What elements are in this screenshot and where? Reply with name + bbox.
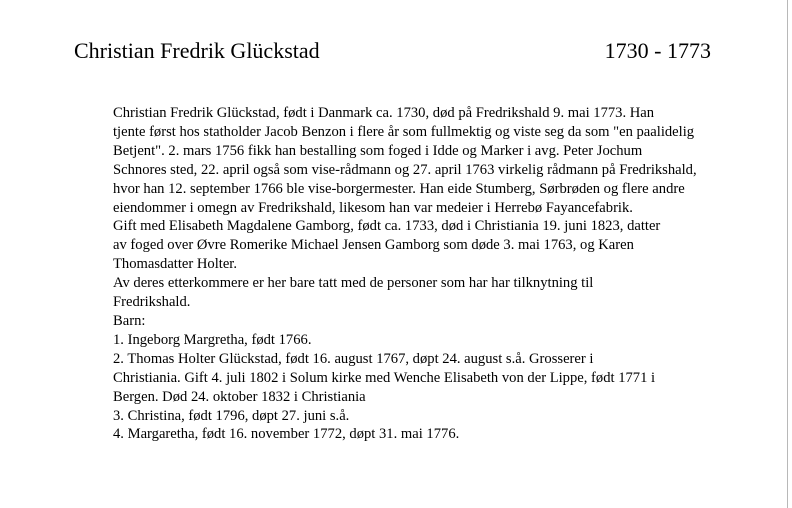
text-line: Gift med Elisabeth Magdalene Gamborg, født ca. 1733, død i Christiania 19. juni 1823, datter [113,218,661,235]
paragraph-biography [74,104,714,217]
page-header [74,36,711,66]
paragraph-marriage [74,217,714,274]
child-entry [113,350,714,407]
text-line: eiendommer i omegn av Fredrikshald, likesom han var medeier i Herrebø Fayancefabrik. [113,199,633,216]
child-entry [113,425,714,444]
text-line: tjente først hos statholder Jacob Benzon i flere år som fullmektig og viste seg da som "en paalidelig [113,123,695,140]
text-line: Fredrikshald. [113,294,191,311]
person-name: Christian Fredrik Glückstad [74,38,320,63]
text-line: 3. Christina, født 1796, døpt 27. juni s.å. [113,407,350,424]
text-line: Schnores sted, 22. april også som vise-rådmann og 27. april 1763 virkelig rådmann på Fredrikshald, [113,161,697,178]
page-edge [787,0,792,508]
text-line: Christiania. Gift 4. juli 1802 i Solum kirke med Wenche Elisabeth von der Lippe, født 1771 i [113,369,656,386]
text-line: Bergen. Død 24. oktober 1832 i Christiania [113,388,366,405]
text-line: av foged over Øvre Romerike Michael Jensen Gamborg som døde 3. mai 1763, og Karen [113,237,634,254]
life-years: 1730 - 1773 [604,38,711,63]
child-entry [113,331,714,350]
text-line: hvor han 12. september 1766 ble vise-borgermester. Han eide Stumberg, Sørbrøden og flere andre [113,180,685,197]
paragraph-descendants [74,274,714,312]
text-line: Betjent". 2. mars 1756 fikk han bestalling som foged i Idde og Marker i avg. Peter Jochum [113,142,643,159]
text-line: 1. Ingeborg Margretha, født 1766. [113,331,312,348]
text-line: 2. Thomas Holter Glückstad, født 16. august 1767, døpt 24. august s.å. Grosserer i [113,350,594,367]
text-line: Christian Fredrik Glückstad, født i Danmark ca. 1730, død på Fredrikshald 9. mai 1773. Han [113,105,655,121]
text-line: Av deres etterkommere er her bare tatt med de personer som har har tilknytning til [113,275,594,292]
child-entry [113,407,714,426]
text-line: 4. Margaretha, født 16. november 1772, døpt 31. mai 1776. [113,426,460,443]
children-section [74,312,714,444]
children-heading: Barn: [113,312,146,329]
biography-text [74,104,714,444]
text-line: Thomasdatter Holter. [113,256,238,273]
